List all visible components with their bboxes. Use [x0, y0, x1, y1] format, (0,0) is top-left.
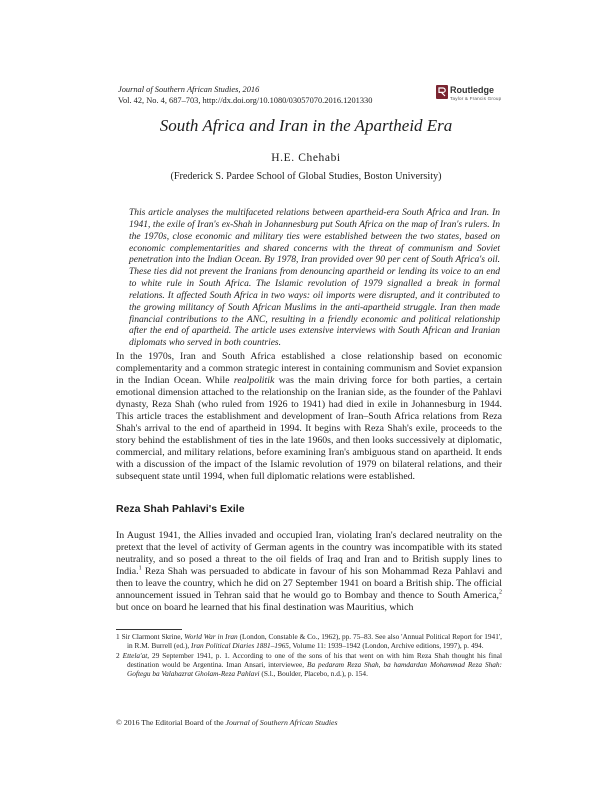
footnote-divider: [116, 629, 182, 630]
intro-paragraph: [116, 351, 502, 484]
footnote-2-title-a: Ettela'at: [122, 651, 148, 661]
footnote-2: [116, 651, 502, 678]
footnote-ref-1[interactable]: 1: [138, 565, 142, 572]
section-heading: Reza Shah Pahlavi's Exile: [116, 503, 245, 515]
copyright-line: [116, 718, 338, 727]
section-text-3: but once on board he learned that his final destination was Mauritius, which: [116, 602, 414, 614]
footnote-1-number: 1: [116, 632, 120, 641]
footnotes: [116, 632, 502, 679]
section-text-1: In August 1941, the Allies invaded and occupied Iran, violating Iran's declared neutrality on the pretext that the level of activity of German agents in the country was incompatible with its stated neutrality, and so posed a threat to the oil fields of Iraq and Iran and to British supply lines to India.: [116, 530, 502, 578]
section-paragraph: [116, 530, 502, 614]
footnote-ref-2[interactable]: 2: [499, 589, 502, 596]
journal-citation: Vol. 42, No. 4, 687–703, http://dx.doi.org/10.1080/03057070.2016.1201330: [118, 96, 373, 105]
intro-italic-term: realpolitik: [233, 375, 275, 387]
routledge-logo-icon: [436, 85, 448, 99]
journal-header: [118, 84, 372, 106]
section-text-2: Reza Shah was persuaded to abdicate in favour of his son Mohammad Reza Pahlavi and then to leave the country, which he did on 27 September 1941 on board a British ship. The official announcement issued in Tehran said that he would go to Bombay and thence to South America,: [116, 566, 502, 602]
publisher-name: Routledge: [450, 85, 494, 95]
intro-text-1: In the 1970s, Iran and South Africa established a close relationship based on economic complementarity and a common strategic interest in containing communism and Soviet expansion in the Indian Ocean. While: [116, 351, 502, 387]
footnote-1-text-b: (London, Constable & Co., 1962), pp. 75–83. See also 'Annual Political Report for 1941', in R.M. Burrell (ed.),: [127, 632, 502, 651]
copyright-journal: Journal of Southern African Studies: [225, 718, 338, 727]
footnote-1-text-a: Sir Clarmont Skrine,: [119, 632, 185, 641]
footnote-2-text-b: , 29 September 1941, p. 1. According to one of the sons of his that went on with him Reza Shah thought his final destination would be Argentina. Iman Ansari, interviewee,: [127, 651, 502, 670]
footnote-1-title-b: Iran Political Diaries 1881–1965: [191, 641, 289, 651]
footnote-1-title-a: World War in Iran: [184, 632, 238, 641]
footnote-2-number: 2: [116, 651, 120, 661]
intro-text-2: was the main driving force for both parties, a certain emotional dimension attached to the relationship on the Iranian side, as the founder of the Pahlavi dynasty, Reza Shah (who ruled from 1926 to 1941) had died in exile in Johannesburg in 1944. This article traces the establishment and development of Iran–South Africa relations from Reza Shah's arrival to the end of apartheid in 1994. It begins with Reza Shah's exile, proceeds to the story behind the establishment of ties in the late 1960s, and then looks successively at diplomatic, commercial, and military relations, before examining Iran's ambiguous stand on apartheid. It ends with a discussion of the impact of the Islamic revolution of 1979 on bilateral relations, and their subsequent state until 1994, when full diplomatic relations were established.: [116, 375, 502, 483]
footnote-2-text-c: (S.l., Boulder, Placebo, n.d.), p. 154.: [259, 669, 368, 679]
footnote-1-text-c: , Volume 11: 1939–1942 (London, Archive editions, 1997), p. 494.: [288, 641, 484, 651]
author-affiliation: (Frederick S. Pardee School of Global Studies, Boston University): [170, 171, 442, 182]
article-title: South Africa and Iran in the Apartheid Era: [159, 116, 453, 135]
publisher-tagline: Taylor & Francis Group: [450, 96, 502, 101]
journal-name: Journal of Southern African Studies, 2016: [118, 85, 260, 94]
footnote-1: [116, 632, 502, 650]
article-author: H.E. Chehabi: [271, 152, 341, 164]
footnote-2-title-b: Ba pedaram Reza Shah, ba hamdardan Mohammad Reza Shah: Goftegu ba Valahazrat Gholam-Reza Pahlavi: [127, 660, 502, 679]
abstract: This article analyses the multifaceted relations between apartheid-era South Africa and Iran. In 1941, the exile of Iran's ex-Shah in Johannesburg put South Africa on the map of Iran's rulers. In the 1970s, close economic and military ties were established between the two states, based on economic complementarities and shared concerns with the threat of communism and Soviet penetration into the Indian Ocean. By 1978, Iran provided over 90 per cent of South Africa's oil. These ties did not prevent the Iranians from denouncing apartheid or lending its voice to an end to white rule in South Africa. The Islamic revolution of 1979 signalled a break in formal relations. It affected South Africa in two ways: oil imports were disrupted, and it contributed to the growing militancy of South African Muslims in the anti-apartheid struggle. Iran then made financial contributions to the ANC, resulting in a friendly economic and political relationship after the end of apartheid. The article uses extensive interviews with South African and Iranian diplomats who served in both countries.: [129, 208, 500, 349]
publisher-logo: [436, 84, 502, 106]
copyright-text: © 2016 The Editorial Board of the: [116, 718, 226, 727]
